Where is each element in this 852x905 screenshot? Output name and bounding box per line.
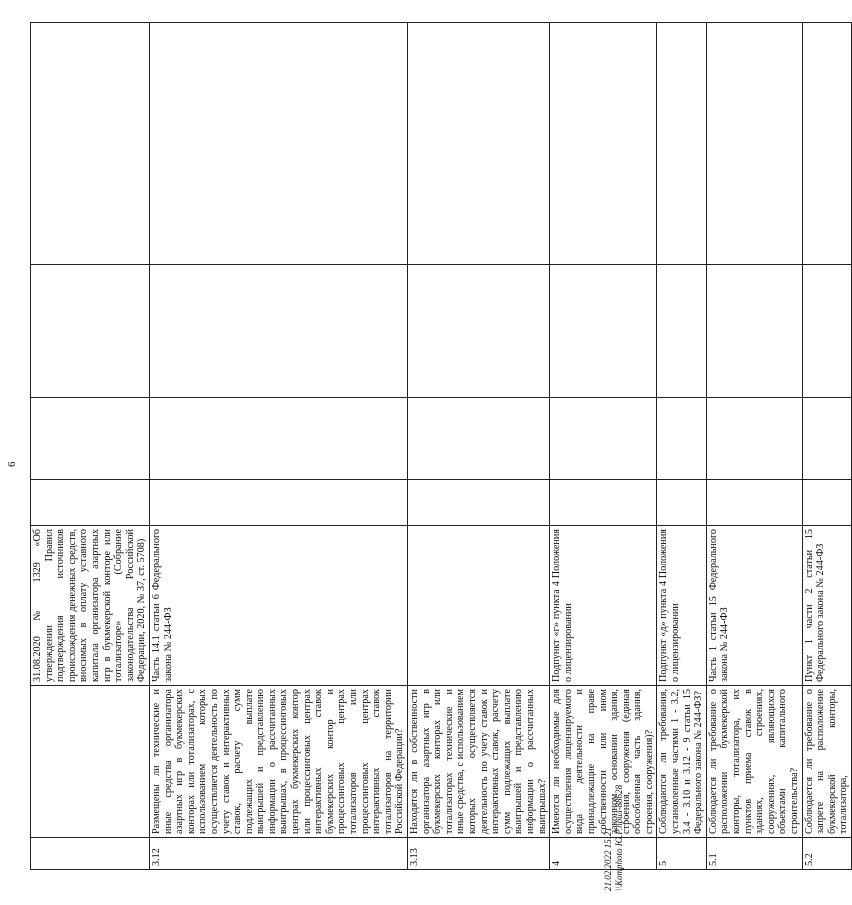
empty-cell bbox=[550, 480, 657, 526]
empty-cell bbox=[408, 23, 550, 265]
empty-cell bbox=[408, 398, 550, 480]
question-cell: Соблюдаются ли требования, установленные частями 1 - 3.2, 3.4 - 3.10 и 3.12 - 9 статьи 15 Федерального закона № 244-ФЗ? bbox=[657, 686, 706, 838]
empty-cell bbox=[802, 480, 851, 526]
empty-cell bbox=[550, 23, 657, 265]
empty-cell bbox=[31, 23, 150, 265]
legal-basis-cell: Пункт 1 части 2 статьи 15 Федерального закона № 244-ФЗ bbox=[802, 526, 851, 686]
footer-stamp bbox=[603, 785, 625, 891]
row-number bbox=[31, 838, 150, 870]
empty-cell bbox=[706, 23, 802, 265]
row-number: 3.12 bbox=[149, 838, 407, 870]
question-cell: Находятся ли в собственности организатора азартных игр в букмекерских конторах или тотализаторах технические и иные средства, с использованием которых осуществляется деятельность по учету ставок и интерактивных ставок, расчету сумм подлежащих выплате выигрышей и представлению информации о рассчитанных выигрышах? bbox=[408, 686, 550, 838]
footer-path: \\Komphoto Ю.Р.прил-88628 bbox=[614, 784, 624, 891]
table-row bbox=[31, 23, 150, 870]
legal-basis-cell: Подпункт «д» пункта 4 Положения о лицензировании bbox=[657, 526, 706, 686]
empty-cell bbox=[657, 480, 706, 526]
table-row bbox=[657, 23, 706, 870]
empty-cell bbox=[149, 265, 407, 398]
empty-cell bbox=[657, 265, 706, 398]
legal-basis-cell: Подпункт «г» пункта 4 Положения о лицензировании bbox=[550, 526, 657, 686]
row-number: 4 bbox=[550, 838, 657, 870]
table-row bbox=[706, 23, 802, 870]
empty-cell bbox=[31, 398, 150, 480]
empty-cell bbox=[550, 398, 657, 480]
row-number: 5.2 bbox=[802, 838, 851, 870]
empty-cell bbox=[706, 265, 802, 398]
page-number: 6 bbox=[6, 461, 18, 467]
question-cell: Соблюдается ли требование о запрете на расположение букмекерской конторы, тотализатора, bbox=[802, 686, 851, 838]
question-cell: Соблюдается ли требование о расположении букмекерской конторы, тотализатора, их пунктов приема ставок в зданиях, строениях, сооружениях, являющихся объектами капитального строительства? bbox=[706, 686, 802, 838]
empty-cell bbox=[149, 23, 407, 265]
empty-cell bbox=[31, 480, 150, 526]
checklist-table bbox=[30, 22, 852, 870]
empty-cell bbox=[706, 480, 802, 526]
empty-cell bbox=[802, 398, 851, 480]
legal-basis-cell bbox=[408, 526, 550, 686]
empty-cell bbox=[802, 23, 851, 265]
empty-cell bbox=[657, 23, 706, 265]
empty-cell bbox=[149, 398, 407, 480]
empty-cell bbox=[802, 265, 851, 398]
legal-basis-cell: 31.08.2020 № 1329 «Об утверждении Правил подтверждения источников происхождения денежных средств, вносимых в оплату уставного капитала организатора азартных игр в букмекерской конторе или тотализаторе» (Собрание законодательства Российской Федерации, 2020, № 37, ст. 5708) bbox=[31, 526, 150, 686]
table-row bbox=[149, 23, 407, 870]
table-row bbox=[550, 23, 657, 870]
empty-cell bbox=[408, 480, 550, 526]
question-cell: Имеются ли необходимые для осуществления лицензируемого вида деятельности и принадлежащие на праве собственности или ином законном основании здания, строения, сооружения (единая обособленная часть здания, строения, сооружения)? bbox=[550, 686, 657, 838]
row-number: 5 bbox=[657, 838, 706, 870]
empty-cell bbox=[550, 265, 657, 398]
empty-cell bbox=[657, 398, 706, 480]
row-number: 3.13 bbox=[408, 838, 550, 870]
empty-cell bbox=[31, 265, 150, 398]
legal-basis-cell: Часть 14.1 статьи 6 Федерального закона № 244-ФЗ bbox=[149, 526, 407, 686]
table-row bbox=[802, 23, 851, 870]
table-row bbox=[408, 23, 550, 870]
legal-basis-cell: Часть 1 статьи 15 Федерального закона № 244-ФЗ bbox=[706, 526, 802, 686]
question-cell bbox=[31, 686, 150, 838]
empty-cell bbox=[149, 480, 407, 526]
row-number: 5.1 bbox=[706, 838, 802, 870]
empty-cell bbox=[408, 265, 550, 398]
empty-cell bbox=[706, 398, 802, 480]
question-cell: Размещены ли технические и иные средства организатора азартных игр в букмекерских конторах или тотализаторах, с использованием которых осуществляется деятельность по учету ставок и интерактивных ставок, расчету сумм подлежащих выплате выигрышей и представлению информации о рассчитанных выигрышах, в процессинговых центрах букмекерских контор или процессинговых центрах интерактивных ставок букмекерских контор и процессинговых центрах тотализаторов или процессинговых центрах интерактивных ставок тотализаторов на территории Российской Федерации? bbox=[149, 686, 407, 838]
footer-date: 21.02.2022 15:21 bbox=[603, 827, 613, 891]
